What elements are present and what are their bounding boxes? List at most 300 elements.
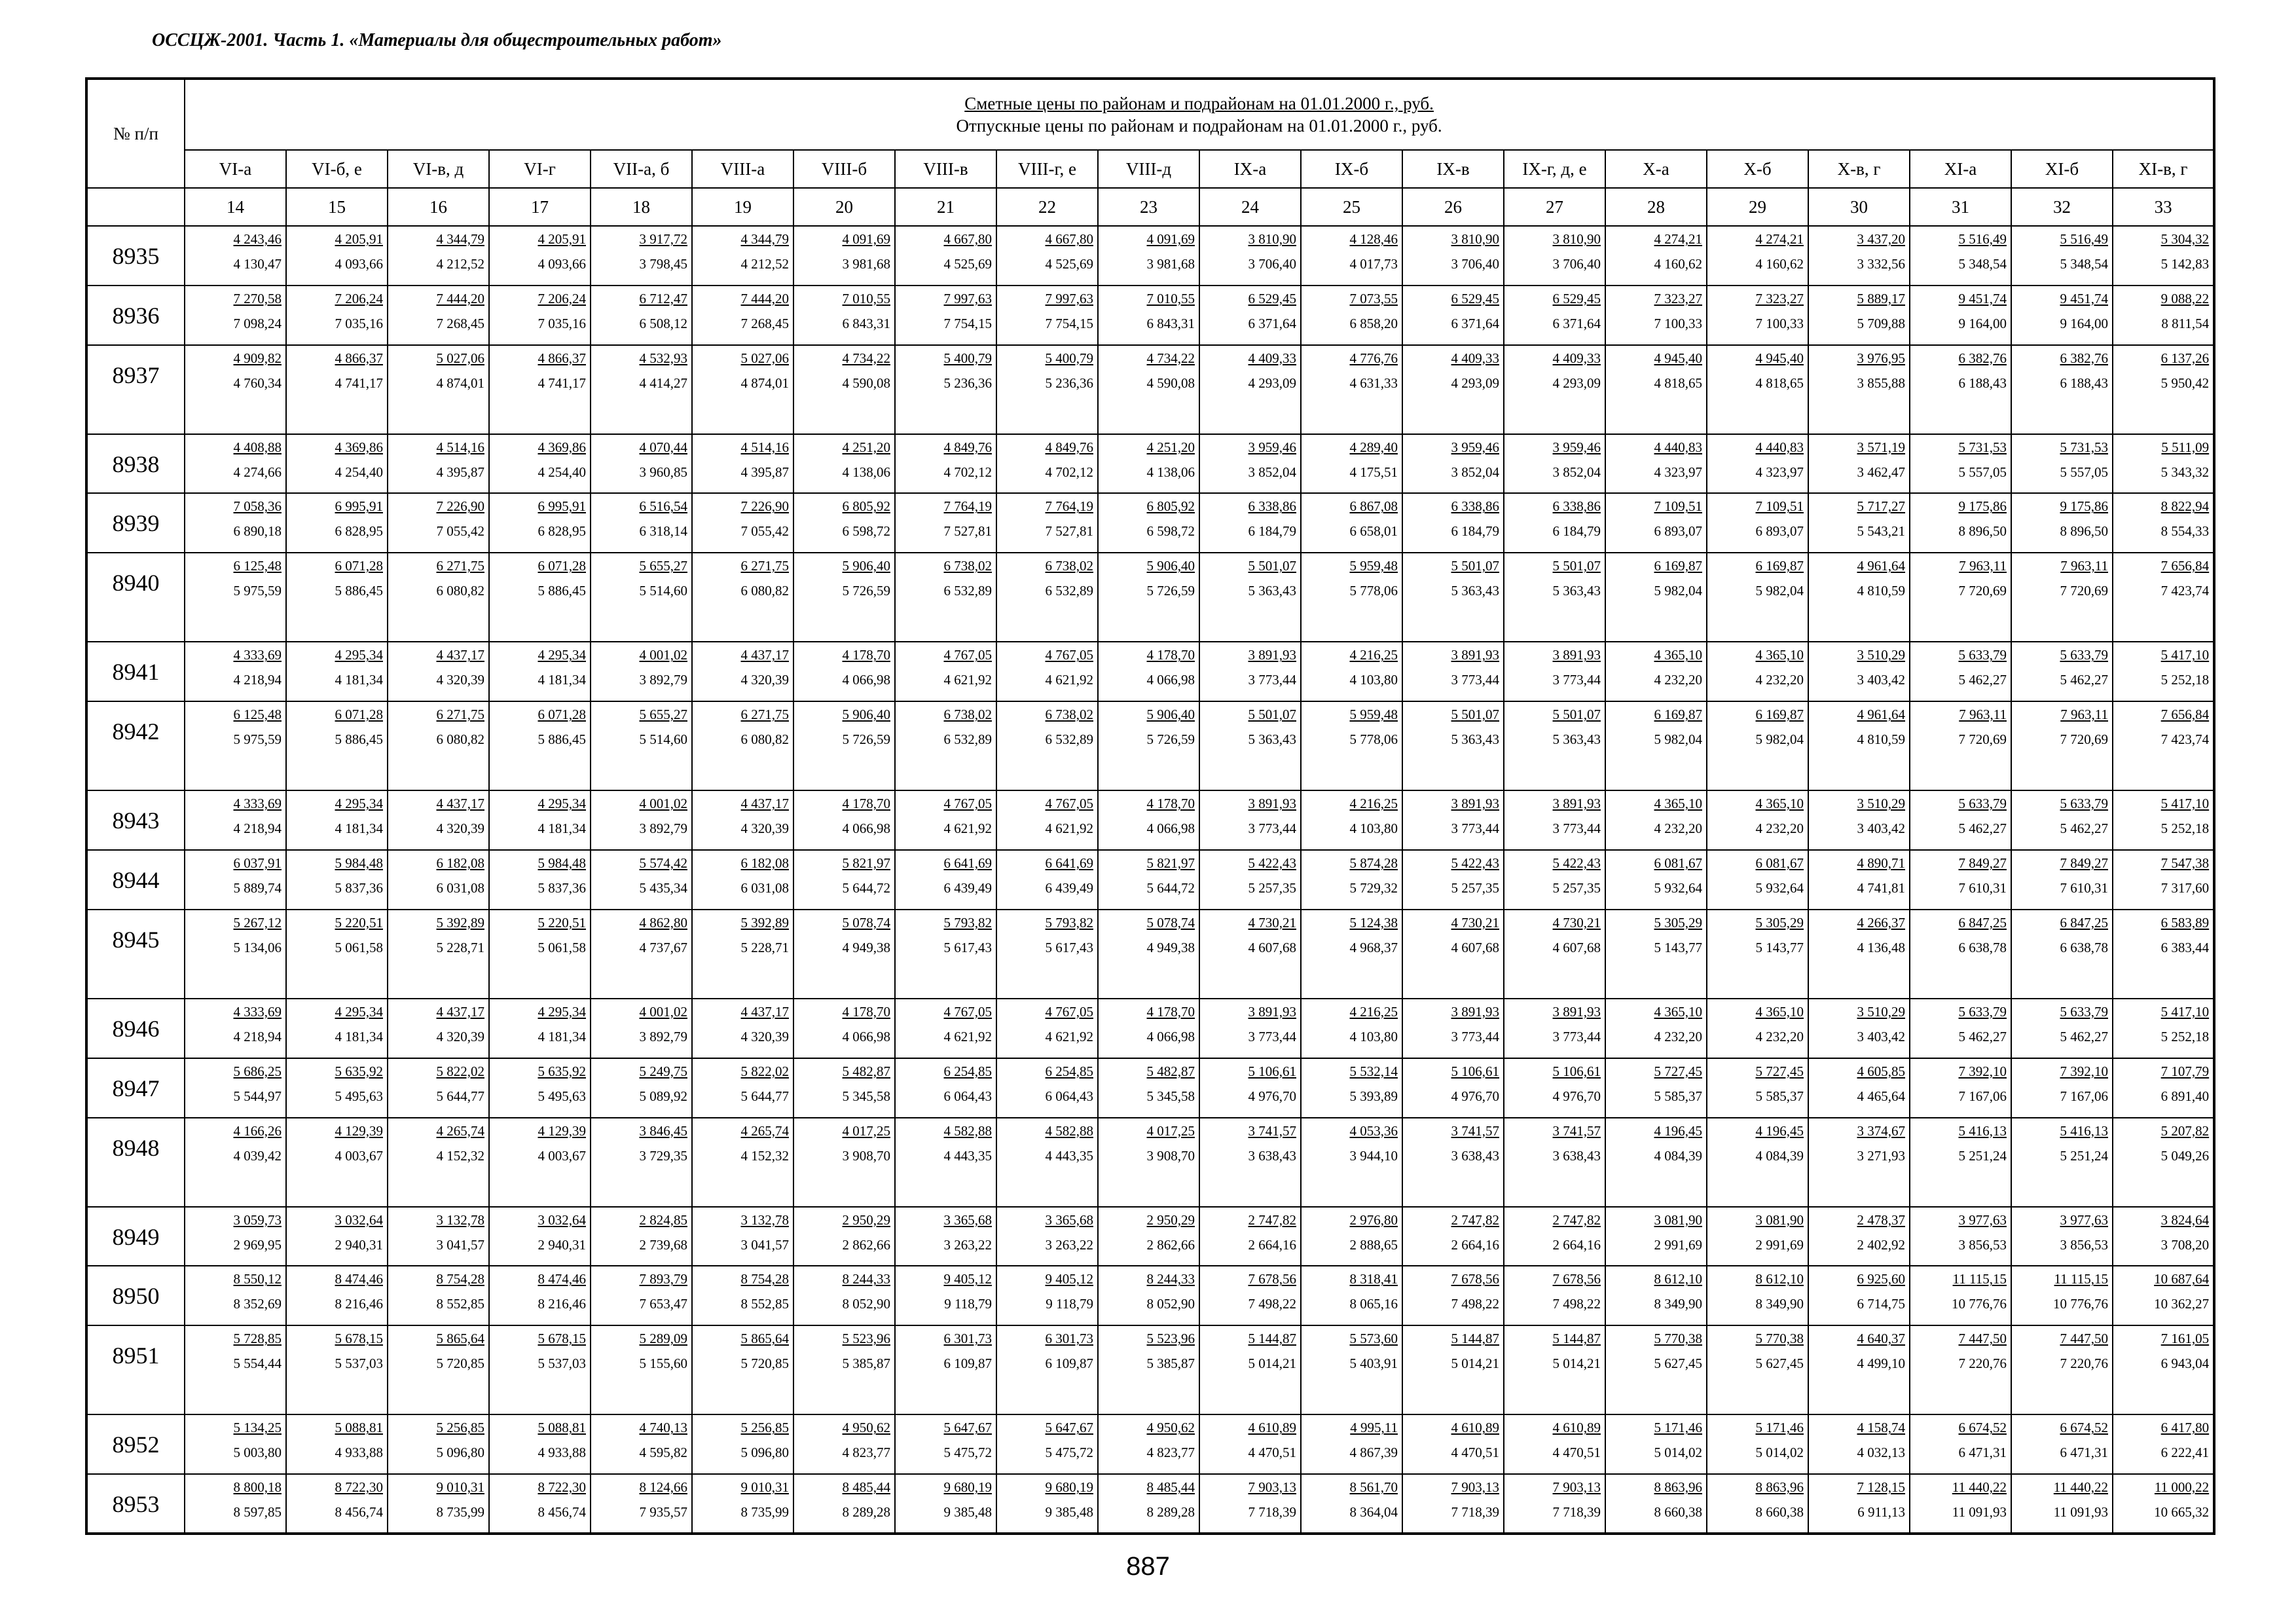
- estimate-price: 4 196,45: [1654, 1122, 1702, 1139]
- price-cell: [1098, 1118, 1199, 1207]
- price-cell: [1199, 1474, 1301, 1534]
- release-price: 5 495,63: [538, 1088, 586, 1104]
- estimate-price: 5 984,48: [538, 855, 586, 872]
- estimate-price: 6 382,76: [1958, 350, 2007, 366]
- estimate-price: 6 995,91: [538, 498, 586, 515]
- estimate-price: 8 754,28: [436, 1271, 484, 1287]
- estimate-price: 4 295,34: [538, 1003, 586, 1020]
- estimate-price: 3 891,93: [1552, 1003, 1601, 1020]
- release-price: 7 720,69: [2060, 731, 2108, 748]
- price-cell: [2113, 1266, 2214, 1325]
- price-cell: [1301, 1266, 1402, 1325]
- price-cell: [1098, 790, 1199, 850]
- estimate-price: 5 728,85: [233, 1331, 282, 1347]
- price-cell: [1301, 1325, 1402, 1414]
- release-price: 8 289,28: [1146, 1504, 1195, 1521]
- row-number: 8938: [112, 451, 160, 477]
- estimate-price: 7 678,56: [1248, 1271, 1296, 1287]
- price-cell: [185, 1266, 286, 1325]
- estimate-price: 7 764,19: [1045, 498, 1093, 515]
- price-cell: [996, 1266, 1098, 1325]
- release-price: 5 014,21: [1451, 1356, 1499, 1372]
- price-table: [85, 77, 2215, 1535]
- release-price: 6 439,49: [943, 880, 992, 896]
- row-number-cell: [86, 1474, 185, 1534]
- estimate-price: 8 244,33: [842, 1271, 890, 1287]
- column-number: 18: [591, 188, 692, 226]
- price-cell: [2011, 1325, 2113, 1414]
- price-cell: [591, 493, 692, 553]
- estimate-price: 2 747,82: [1552, 1211, 1601, 1228]
- estimate-price: 4 178,70: [842, 1003, 890, 1020]
- price-cell: [895, 286, 996, 345]
- table-row: [86, 1058, 2214, 1118]
- release-price: 4 130,47: [233, 256, 282, 272]
- price-cell: [2011, 999, 2113, 1058]
- release-price: 4 443,35: [1045, 1147, 1093, 1164]
- price-cell: [895, 345, 996, 434]
- release-price: 5 462,27: [2060, 821, 2108, 837]
- release-price: 4 003,67: [335, 1147, 383, 1164]
- estimate-price: 4 333,69: [233, 647, 282, 663]
- price-cell: [591, 1414, 692, 1474]
- price-cell: [793, 493, 895, 553]
- estimate-price: 4 295,34: [538, 796, 586, 812]
- price-cell: [1402, 553, 1504, 642]
- estimate-price: 6 674,52: [2060, 1420, 2108, 1436]
- estimate-price: 3 741,57: [1248, 1122, 1296, 1139]
- price-cell: [388, 790, 489, 850]
- release-price: 3 852,04: [1552, 464, 1601, 480]
- row-number: 8945: [112, 926, 160, 953]
- price-cell: [895, 1058, 996, 1118]
- release-price: 4 702,12: [1045, 464, 1093, 480]
- page-number: 887: [1126, 1552, 1170, 1581]
- price-cell: [489, 434, 591, 494]
- price-cell: [185, 850, 286, 910]
- estimate-price: 3 032,64: [335, 1211, 383, 1228]
- estimate-price: 4 344,79: [740, 231, 789, 247]
- row-number-cell: [86, 1118, 185, 1207]
- estimate-price: 4 017,25: [1146, 1122, 1195, 1139]
- release-price: 5 385,87: [1146, 1356, 1195, 1372]
- estimate-price: 4 251,20: [842, 439, 890, 455]
- price-cell: [591, 1474, 692, 1534]
- release-price: 4 003,67: [538, 1147, 586, 1164]
- estimate-price: 5 865,64: [740, 1331, 789, 1347]
- column-number: 19: [692, 188, 793, 226]
- estimate-price: 4 344,79: [436, 231, 484, 247]
- estimate-price: 8 754,28: [740, 1271, 789, 1287]
- release-price: 6 714,75: [1857, 1296, 1905, 1312]
- estimate-price: 4 266,37: [1857, 914, 1905, 931]
- price-cell: [1605, 701, 1707, 790]
- release-price: 6 109,87: [943, 1356, 992, 1372]
- column-number: 22: [996, 188, 1098, 226]
- price-cell: [895, 790, 996, 850]
- release-price: 4 320,39: [740, 1028, 789, 1044]
- release-price: 9 164,00: [2060, 315, 2108, 331]
- row-number-cell: [86, 226, 185, 286]
- estimate-price: 3 510,29: [1857, 796, 1905, 812]
- estimate-price: 5 516,49: [2060, 231, 2108, 247]
- release-price: 5 514,60: [639, 583, 687, 599]
- release-price: 5 155,60: [639, 1356, 687, 1372]
- estimate-price: 5 731,53: [1958, 439, 2007, 455]
- estimate-price: 5 532,14: [1349, 1063, 1398, 1079]
- estimate-price: 5 511,09: [2161, 439, 2210, 455]
- release-price: 4 470,51: [1552, 1445, 1601, 1461]
- release-price: 8 349,90: [1755, 1296, 1804, 1312]
- release-price: 5 251,24: [2060, 1147, 2108, 1164]
- price-cell: [895, 910, 996, 999]
- release-price: 4 470,51: [1248, 1445, 1296, 1461]
- estimate-price: 4 437,17: [740, 796, 789, 812]
- price-cell: [1098, 553, 1199, 642]
- release-price: 4 066,98: [1146, 821, 1195, 837]
- release-price: 4 621,92: [943, 672, 992, 688]
- estimate-price: 2 950,29: [842, 1211, 890, 1228]
- estimate-price: 4 408,88: [233, 439, 282, 455]
- estimate-price: 7 656,84: [2160, 558, 2210, 574]
- price-cell: [591, 1325, 692, 1414]
- price-cell: [2113, 1414, 2214, 1474]
- release-price: 2 739,68: [639, 1236, 687, 1253]
- price-cell: [1707, 1207, 1808, 1266]
- release-price: 4 181,34: [538, 821, 586, 837]
- price-cell: [591, 850, 692, 910]
- estimate-price: 5 027,06: [740, 350, 789, 366]
- price-cell: [286, 999, 388, 1058]
- release-price: 5 514,60: [639, 731, 687, 748]
- estimate-price: 3 891,93: [1552, 647, 1601, 663]
- estimate-price: 8 485,44: [842, 1479, 890, 1496]
- release-price: 5 089,92: [639, 1088, 687, 1104]
- estimate-price: 4 909,82: [233, 350, 282, 366]
- release-price: 5 475,72: [1045, 1445, 1093, 1461]
- release-price: 6 184,79: [1552, 523, 1601, 540]
- release-price: 5 257,35: [1248, 880, 1296, 896]
- release-price: 4 976,70: [1552, 1088, 1601, 1104]
- estimate-price: 6 071,28: [538, 558, 586, 574]
- release-price: 3 708,20: [2160, 1236, 2210, 1253]
- release-price: 4 066,98: [842, 821, 890, 837]
- price-cell: [489, 1058, 591, 1118]
- release-price: 9 385,48: [1045, 1504, 1093, 1521]
- release-price: 5 252,18: [2160, 672, 2210, 688]
- price-cell: [1098, 226, 1199, 286]
- estimate-price: 7 656,84: [2160, 707, 2210, 723]
- price-cell: [2113, 1325, 2214, 1414]
- row-number-cell: [86, 1058, 185, 1118]
- price-cell: [692, 1118, 793, 1207]
- release-price: 4 933,88: [335, 1445, 383, 1461]
- release-price: 7 653,47: [639, 1296, 687, 1312]
- price-cell: [1301, 850, 1402, 910]
- estimate-price: 7 392,10: [1958, 1063, 2007, 1079]
- row-number-cell: [86, 434, 185, 494]
- estimate-price: 7 903,13: [1451, 1479, 1499, 1496]
- release-price: 6 371,64: [1552, 315, 1601, 331]
- row-number: 8942: [112, 718, 160, 745]
- price-cell: [996, 910, 1098, 999]
- estimate-price: 6 338,86: [1451, 498, 1499, 515]
- district-header: VI-в, д: [388, 150, 489, 188]
- estimate-price: 4 001,02: [639, 1003, 687, 1020]
- price-cell: [1605, 1474, 1707, 1534]
- estimate-price: 4 440,83: [1654, 439, 1702, 455]
- estimate-price: 5 727,45: [1654, 1063, 1702, 1079]
- estimate-price: 6 125,48: [233, 558, 282, 574]
- price-cell: [1504, 701, 1605, 790]
- row-number: 8948: [112, 1134, 160, 1161]
- price-cell: [591, 790, 692, 850]
- estimate-price: 3 891,93: [1552, 796, 1601, 812]
- release-price: 4 933,88: [538, 1445, 586, 1461]
- release-price: 7 610,31: [1958, 880, 2007, 896]
- estimate-price: 4 730,21: [1248, 914, 1296, 931]
- estimate-price: 7 447,50: [2060, 1331, 2108, 1347]
- district-header: X-б: [1707, 150, 1808, 188]
- price-cell: [692, 553, 793, 642]
- table-row: [86, 434, 2214, 494]
- price-cell: [1910, 1207, 2011, 1266]
- table-row: [86, 1207, 2214, 1266]
- release-price: 4 874,01: [740, 375, 789, 391]
- price-cell: [793, 1325, 895, 1414]
- price-cell: [1098, 850, 1199, 910]
- estimate-price: 6 529,45: [1552, 290, 1601, 306]
- estimate-price: 5 523,96: [842, 1331, 890, 1347]
- release-price: 3 856,53: [2060, 1236, 2108, 1253]
- estimate-price: 6 641,69: [943, 855, 992, 872]
- price-cell: [2113, 1474, 2214, 1534]
- price-cell: [388, 1207, 489, 1266]
- estimate-price: 3 810,90: [1552, 231, 1601, 247]
- price-cell: [286, 1266, 388, 1325]
- price-cell: [388, 345, 489, 434]
- estimate-price: 6 169,87: [1755, 707, 1804, 723]
- price-cell: [1707, 1058, 1808, 1118]
- price-cell: [1504, 790, 1605, 850]
- release-price: 6 911,13: [1857, 1504, 1905, 1521]
- release-price: 3 908,70: [1146, 1147, 1195, 1164]
- estimate-price: 4 767,05: [1045, 1003, 1093, 1020]
- price-cell: [185, 1414, 286, 1474]
- district-header: XI-а: [1910, 150, 2011, 188]
- release-price: 5 363,43: [1248, 731, 1296, 748]
- price-cell: [489, 910, 591, 999]
- estimate-price: 3 081,90: [1755, 1211, 1804, 1228]
- release-price: 5 363,43: [1451, 583, 1499, 599]
- release-price: 7 098,24: [233, 315, 282, 331]
- release-price: 6 858,20: [1349, 315, 1398, 331]
- estimate-price: 3 365,68: [943, 1211, 992, 1228]
- estimate-price: 7 226,90: [436, 498, 484, 515]
- price-cell: [1504, 345, 1605, 434]
- release-price: 2 888,65: [1349, 1236, 1398, 1253]
- price-cell: [2113, 493, 2214, 553]
- estimate-price: 4 961,64: [1857, 558, 1905, 574]
- estimate-price: 4 767,05: [1045, 796, 1093, 812]
- price-cell: [1199, 1058, 1301, 1118]
- release-price: 8 364,04: [1349, 1504, 1398, 1521]
- release-price: 5 345,58: [1146, 1088, 1195, 1104]
- estimate-price: 4 166,26: [233, 1122, 282, 1139]
- district-header: VIII-в: [895, 150, 996, 188]
- price-cell: [2113, 999, 2214, 1058]
- price-cell: [1605, 434, 1707, 494]
- release-price: 2 969,95: [233, 1236, 282, 1253]
- estimate-price: 8 550,12: [233, 1271, 282, 1287]
- release-price: 7 718,39: [1552, 1504, 1601, 1521]
- estimate-price: 5 635,92: [335, 1063, 383, 1079]
- price-cell: [2113, 701, 2214, 790]
- estimate-price: 4 440,83: [1755, 439, 1804, 455]
- price-cell: [286, 1207, 388, 1266]
- estimate-price: 5 078,74: [842, 914, 890, 931]
- table-row: [86, 493, 2214, 553]
- estimate-price: 3 374,67: [1857, 1122, 1905, 1139]
- release-price: 3 856,53: [1958, 1236, 2007, 1253]
- price-cell: [1910, 1414, 2011, 1474]
- price-cell: [286, 1414, 388, 1474]
- price-cell: [388, 493, 489, 553]
- district-header: VII-а, б: [591, 150, 692, 188]
- release-price: 5 363,43: [1552, 583, 1601, 599]
- price-cell: [1707, 1474, 1808, 1534]
- estimate-price: 7 206,24: [538, 290, 586, 306]
- price-cell: [1910, 701, 2011, 790]
- price-cell: [489, 286, 591, 345]
- price-cell: [1808, 1118, 1910, 1207]
- release-price: 4 103,80: [1349, 1028, 1398, 1044]
- price-cell: [1910, 493, 2011, 553]
- release-price: 7 527,81: [1045, 523, 1093, 540]
- estimate-price: 7 010,55: [1146, 290, 1195, 306]
- release-price: 5 585,37: [1654, 1088, 1702, 1104]
- price-cell: [996, 701, 1098, 790]
- price-cell: [185, 493, 286, 553]
- release-price: 4 160,62: [1654, 256, 1702, 272]
- price-cell: [388, 1266, 489, 1325]
- price-cell: [2011, 910, 2113, 999]
- price-cell: [1098, 345, 1199, 434]
- estimate-price: 3 741,57: [1451, 1122, 1499, 1139]
- estimate-price: 11 115,15: [2054, 1271, 2108, 1287]
- price-cell: [1402, 1325, 1504, 1414]
- price-cell: [793, 1058, 895, 1118]
- price-cell: [692, 790, 793, 850]
- release-price: 3 773,44: [1248, 821, 1296, 837]
- estimate-price: 4 128,46: [1349, 231, 1398, 247]
- estimate-price: 6 182,08: [436, 855, 484, 872]
- price-cell: [692, 434, 793, 494]
- price-cell: [1402, 790, 1504, 850]
- release-price: 3 944,10: [1349, 1147, 1398, 1164]
- price-cell: [1808, 999, 1910, 1058]
- release-price: 5 889,74: [233, 880, 282, 896]
- release-price: 5 049,26: [2160, 1147, 2210, 1164]
- release-price: 2 862,66: [1146, 1236, 1195, 1253]
- estimate-price: 5 633,79: [2060, 647, 2108, 663]
- estimate-price: 5 134,25: [233, 1420, 282, 1436]
- price-cell: [1301, 286, 1402, 345]
- release-price: 6 508,12: [639, 315, 687, 331]
- price-cell: [1605, 1266, 1707, 1325]
- price-cell: [1910, 345, 2011, 434]
- release-price: 4 175,51: [1349, 464, 1398, 480]
- row-number-cell: [86, 1325, 185, 1414]
- estimate-price: 4 734,22: [842, 350, 890, 366]
- estimate-price: 3 977,63: [1958, 1211, 2007, 1228]
- release-price: 6 080,82: [740, 583, 789, 599]
- release-price: 4 274,66: [233, 464, 282, 480]
- release-price: 4 093,66: [335, 256, 383, 272]
- estimate-price: 5 822,02: [740, 1063, 789, 1079]
- release-price: 6 371,64: [1248, 315, 1296, 331]
- price-cell: [1910, 1058, 2011, 1118]
- estimate-price: 4 205,91: [538, 231, 586, 247]
- estimate-price: 3 891,93: [1248, 647, 1296, 663]
- price-cell: [1402, 1118, 1504, 1207]
- release-price: 4 017,73: [1349, 256, 1398, 272]
- release-price: 3 773,44: [1451, 1028, 1499, 1044]
- estimate-price: 4 767,05: [1045, 647, 1093, 663]
- price-cell: [1808, 226, 1910, 286]
- estimate-price: 8 474,46: [538, 1271, 586, 1287]
- estimate-price: 4 178,70: [1146, 1003, 1195, 1020]
- row-number: 8937: [112, 361, 160, 388]
- price-cell: [996, 1325, 1098, 1414]
- price-cell: [2011, 1266, 2113, 1325]
- release-price: 5 982,04: [1654, 583, 1702, 599]
- estimate-price: 6 254,85: [1045, 1063, 1093, 1079]
- estimate-price: 6 674,52: [1958, 1420, 2007, 1436]
- estimate-price: 5 422,43: [1248, 855, 1296, 872]
- price-cell: [793, 1118, 895, 1207]
- estimate-price: 6 847,25: [2060, 914, 2108, 931]
- estimate-price: 5 027,06: [436, 350, 484, 366]
- estimate-price: 4 767,05: [943, 1003, 992, 1020]
- estimate-price: 5 417,10: [2160, 796, 2210, 812]
- estimate-price: 4 333,69: [233, 1003, 282, 1020]
- price-cell: [1402, 1414, 1504, 1474]
- release-price: 3 041,57: [436, 1236, 484, 1253]
- column-number: 31: [1910, 188, 2011, 226]
- price-cell: [388, 850, 489, 910]
- district-header: X-в, г: [1808, 150, 1910, 188]
- price-cell: [692, 1414, 793, 1474]
- district-header: IX-б: [1301, 150, 1402, 188]
- price-cell: [286, 434, 388, 494]
- table-body: [86, 226, 2214, 1534]
- estimate-price: 5 400,79: [943, 350, 992, 366]
- price-cell: [1199, 642, 1301, 701]
- release-price: 4 465,64: [1857, 1088, 1905, 1104]
- price-cell: [591, 1058, 692, 1118]
- price-cell: [996, 553, 1098, 642]
- release-price: 4 499,10: [1857, 1356, 1905, 1372]
- release-price: 4 949,38: [1146, 939, 1195, 955]
- price-cell: [1098, 1474, 1199, 1534]
- price-cell: [1402, 642, 1504, 701]
- price-cell: [388, 286, 489, 345]
- price-cell: [1707, 1118, 1808, 1207]
- estimate-price: 6 738,02: [1045, 707, 1093, 723]
- release-price: 5 462,27: [2060, 1028, 2108, 1044]
- price-cell: [793, 1266, 895, 1325]
